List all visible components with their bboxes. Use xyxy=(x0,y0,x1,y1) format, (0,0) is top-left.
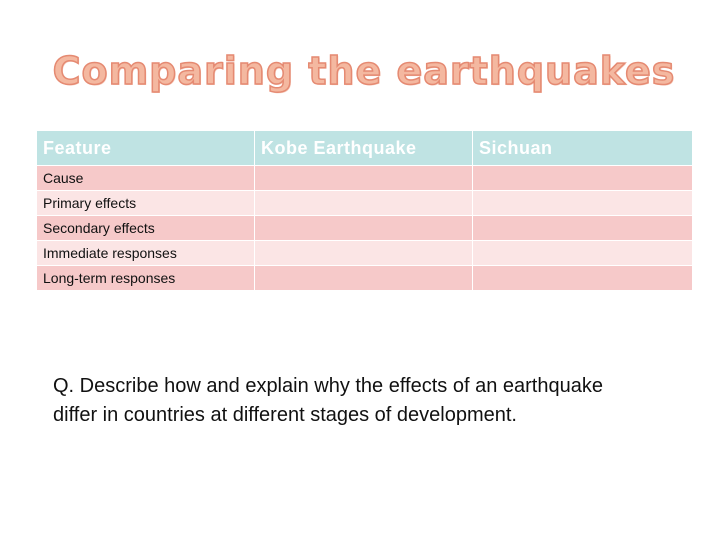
header-feature: Feature xyxy=(37,131,255,166)
row-feature-cell: Immediate responses xyxy=(37,241,255,266)
table-row xyxy=(37,266,693,291)
sichuan-cell xyxy=(473,166,693,191)
sichuan-cell xyxy=(473,216,693,241)
row-feature-cell: Primary effects xyxy=(37,191,255,216)
row-feature-cell: Secondary effects xyxy=(37,216,255,241)
slide-title: Comparing the earthquakes xyxy=(52,49,676,93)
table-row xyxy=(37,191,693,216)
row-feature-cell: Cause xyxy=(37,166,255,191)
table-header-row xyxy=(37,131,693,166)
header-kobe: Kobe Earthquake xyxy=(255,131,473,166)
exam-question: Q. Describe how and explain why the effects of an earthquake differ in countries at different stages of development. xyxy=(53,375,603,426)
kobe-cell xyxy=(255,266,473,291)
row-feature-cell: Long-term responses xyxy=(37,266,255,291)
comparison-table xyxy=(36,130,693,291)
kobe-cell xyxy=(255,241,473,266)
table-row xyxy=(37,216,693,241)
table-row xyxy=(37,166,693,191)
sichuan-cell xyxy=(473,241,693,266)
table-row xyxy=(37,241,693,266)
kobe-cell xyxy=(255,191,473,216)
header-sichuan: Sichuan xyxy=(473,131,693,166)
sichuan-cell xyxy=(473,191,693,216)
kobe-cell xyxy=(255,166,473,191)
sichuan-cell xyxy=(473,266,693,291)
kobe-cell xyxy=(255,216,473,241)
